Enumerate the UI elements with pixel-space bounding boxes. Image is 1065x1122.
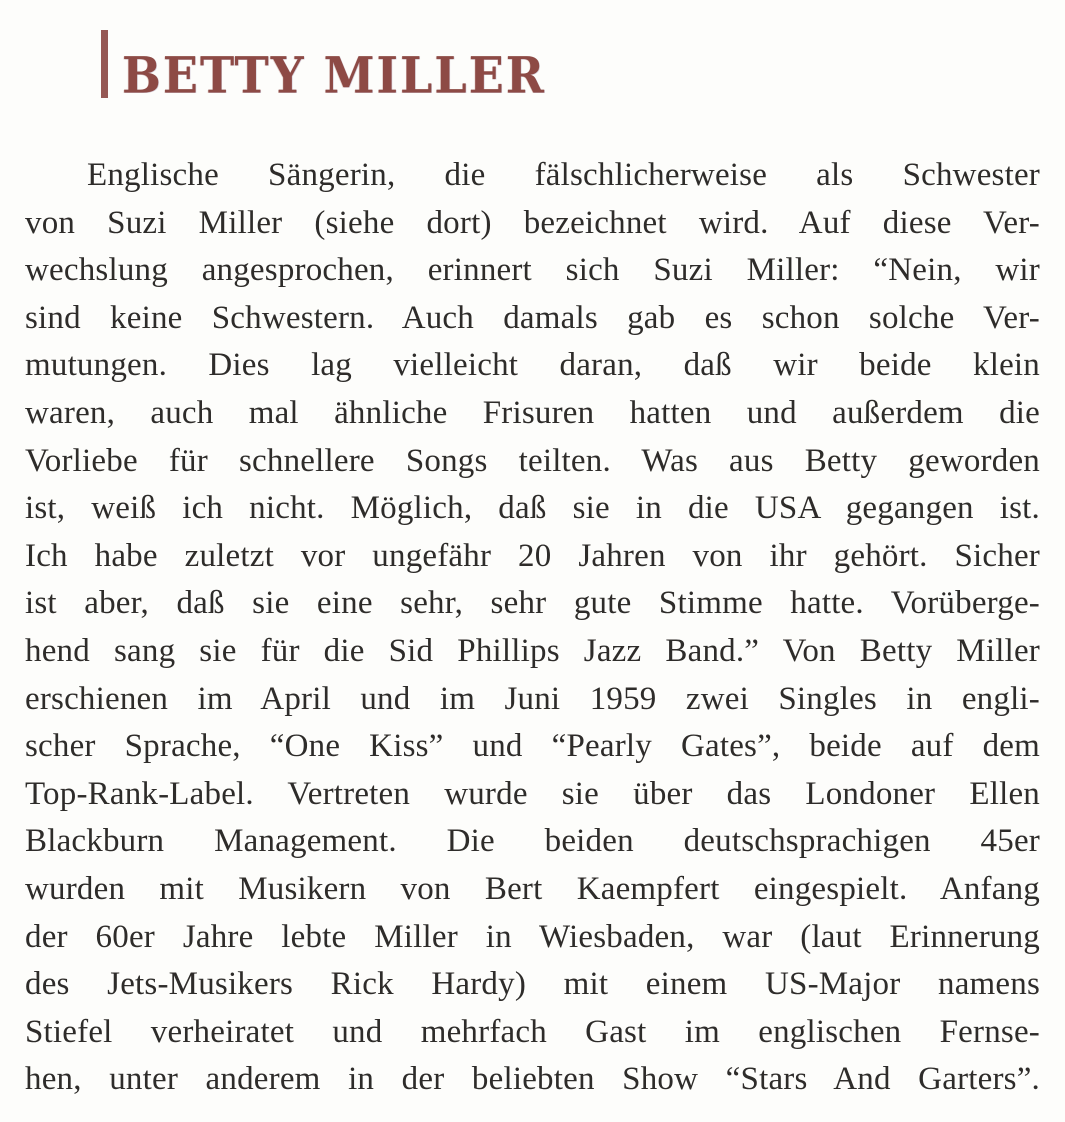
text-line: sind keine Schwestern. Auch damals gab es schon solche Ver- — [25, 299, 1040, 336]
text-line: von Suzi Miller (siehe dort) bezeichnet wird. Auf diese Ver- — [25, 204, 1040, 241]
text-line: Blackburn Management. Die beiden deutschsprachigen 45er — [25, 823, 1040, 860]
text-line: hen, unter anderem in der beliebten Show “Stars And Garters”. — [25, 1061, 1040, 1098]
text-line: hend sang sie für die Sid Phillips Jazz Band.” Von Betty Miller — [25, 632, 1040, 669]
text-line: ist aber, daß sie eine sehr, sehr gute Stimme hatte. Vorüberge- — [25, 585, 1040, 622]
text-line: des Jets-Musikers Rick Hardy) mit einem US-Major namens — [25, 966, 1040, 1003]
scanned-page — [0, 30, 1065, 1122]
entry-header — [101, 30, 1065, 105]
text-line: wurden mit Musikern von Bert Kaempfert eingespielt. Anfang — [25, 870, 1040, 907]
text-line: erschienen im April und im Juni 1959 zwei Singles in engli- — [25, 680, 1040, 717]
text-line: Stiefel verheiratet und mehrfach Gast im englischen Fernse- — [25, 1013, 1040, 1050]
text-line: Englische Sängerin, die fälschlicherweise als Schwester — [87, 157, 1040, 193]
text-line: wechslung angesprochen, erinnert sich Suzi Miller: “Nein, wir — [25, 252, 1040, 289]
text-line: waren, auch mal ähnliche Frisuren hatten und außerdem die — [25, 394, 1040, 431]
text-line: der 60er Jahre lebte Miller in Wiesbaden, war (laut Erinnerung — [25, 918, 1040, 955]
text-line: ist, weiß ich nicht. Möglich, daß sie in die USA gegangen ist. — [25, 490, 1040, 527]
text-line: Vorliebe für schnellere Songs teilten. Was aus Betty geworden — [25, 442, 1040, 479]
text-line: Ich habe zuletzt vor ungefähr 20 Jahren von ihr gehört. Sicher — [25, 537, 1040, 574]
heading-accent-bar — [101, 30, 108, 98]
text-line: Top-Rank-Label. Vertreten wurde sie über das Londoner Ellen — [25, 775, 1040, 812]
text-line: scher Sprache, “One Kiss” und “Pearly Gates”, beide auf dem — [25, 728, 1040, 765]
page-title: BETTY MILLER — [122, 45, 547, 105]
text-line: mutungen. Dies lag vielleicht daran, daß wir beide klein — [25, 347, 1040, 384]
entry-body — [25, 152, 1040, 1104]
